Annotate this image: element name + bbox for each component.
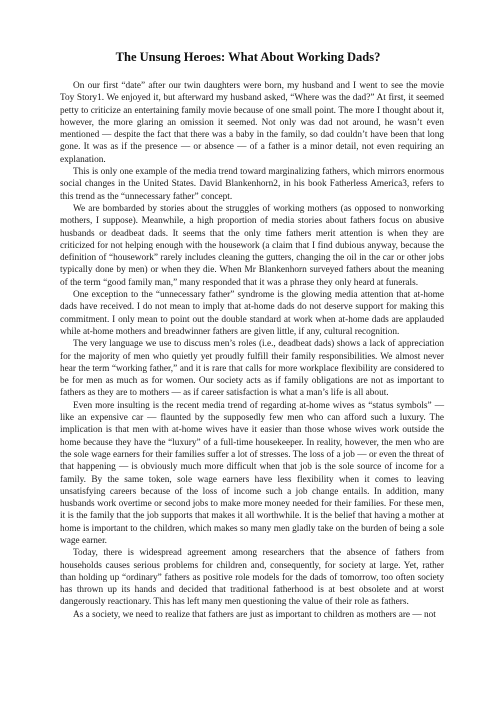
paragraph-3 (60, 203, 444, 289)
paragraph-5 (60, 338, 444, 399)
paragraph-8 (60, 609, 444, 621)
paragraph-6-text: Even more insulting is the recent media trend of regarding at-home wives as “status symbols” — like an expensive car — flaunted by the supposedly few men who can afford such a luxury. The implication is that men with at-home wives have it easier than those whose wives work outside the home because they have the “luxury” of a full-time housekeeper. In reality, however, the men who are the sole wage earners for their families suffer a lot of stresses. The loss of a job — or even the threat of that happening — is obviously much more difficult when that job is the sole source of income for a family. By the same token, sole wage earners have less flexibility when it comes to leaving unsatisfying careers because of the loss of income such a job change entails. In addition, many husbands work overtime or second jobs to make more money needed for their families. For these men, it is the family that the job supports that makes it all worthwhile. It is the belief that having a mother at home is important to the children, which makes so many men gladly take on the burden of being a sole wage earner. (60, 400, 444, 546)
paragraph-7-text: Today, there is widespread agreement among researchers that the absence of fathers from households causes serious problems for children and, consequently, for society at large. Yet, rather than holding up “ordinary” fathers as positive role models for the dads of tomorrow, too often society has thrown up its hands and decided that traditional fatherhood is at best obsolete and at worst dangerously reactionary. This has left many men questioning the value of their role as fathers. (60, 548, 444, 608)
paragraph-3-text: We are bombarded by stories about the struggles of working mothers (as opposed to nonworking mothers, I suppose). Meanwhile, a high proportion of media stories about fathers focus on abusive husbands or deadbeat dads. It seems that the only time fathers merit attention is when they are criticized for not helping enough with the housework (a claim that I find dubious anyway, because the definition of “housework” rarely includes cleaning the gutters, changing the oil in the car or other jobs typically done by men) or when they die. When Mr Blankenhorn surveyed fathers about the meaning of the term “good family man,” many responded that it was a phrase they only heard at funerals. (60, 203, 444, 288)
paragraph-2 (60, 166, 444, 203)
paragraph-4-text: One exception to the “unnecessary father” syndrome is the glowing media attention that at-home dads have received. I do not mean to imply that at-home dads do not deserve support for making this commitment. I only mean to point out the double standard at work when at-home dads are applauded while at-home mothers and breadwinner fathers are given little, if any, cultural recognition. (60, 290, 444, 337)
paragraph-5-text: The very language we use to discuss men’s roles (i.e., deadbeat dads) shows a lack of appreciation for the majority of men who quietly yet proudly fulfill their family responsibilities. We almost never hear the term “working father,” and it is rare that calls for more workplace flexibility are considered to be for men as much as for women. Our society acts as if family obligations are not as important to fathers as they are to mothers — as if career satisfaction is what a man’s life is all about. (60, 339, 444, 399)
paragraph-4 (60, 289, 444, 338)
document-body (60, 80, 444, 621)
paragraph-6 (60, 400, 444, 548)
paragraph-1-text: On our first “date” after our twin daughters were born, my husband and I went to see the movie Toy Story1. We enjoyed it, but afterward my husband asked, “Where was the dad?” At first, it seemed petty to criticize an entertaining family movie because of one small point. The more I thought about it, however, the more glaring an omission it seemed. Not only was dad not around, he wasn’t even mentioned — despite the fact that there was a baby in the family, so dad couldn’t have been that long gone. It was as if the presence — or absence — of a father is a minor detail, not even requiring an explanation. (60, 81, 444, 165)
paragraph-8-text: As a society, we need to realize that fathers are just as important to children as mothers are — not (73, 609, 436, 620)
paragraph-7 (60, 547, 444, 608)
document-title: The Unsung Heroes: What About Working Dads? (115, 50, 381, 64)
paragraph-1 (60, 80, 444, 166)
paragraph-2-text: This is only one example of the media trend toward marginalizing fathers, which mirrors enormous social changes in the United States. David Blankenhorn2, in his book Fatherless America3, refers to this trend as the “unnecessary father” concept. (60, 167, 444, 202)
